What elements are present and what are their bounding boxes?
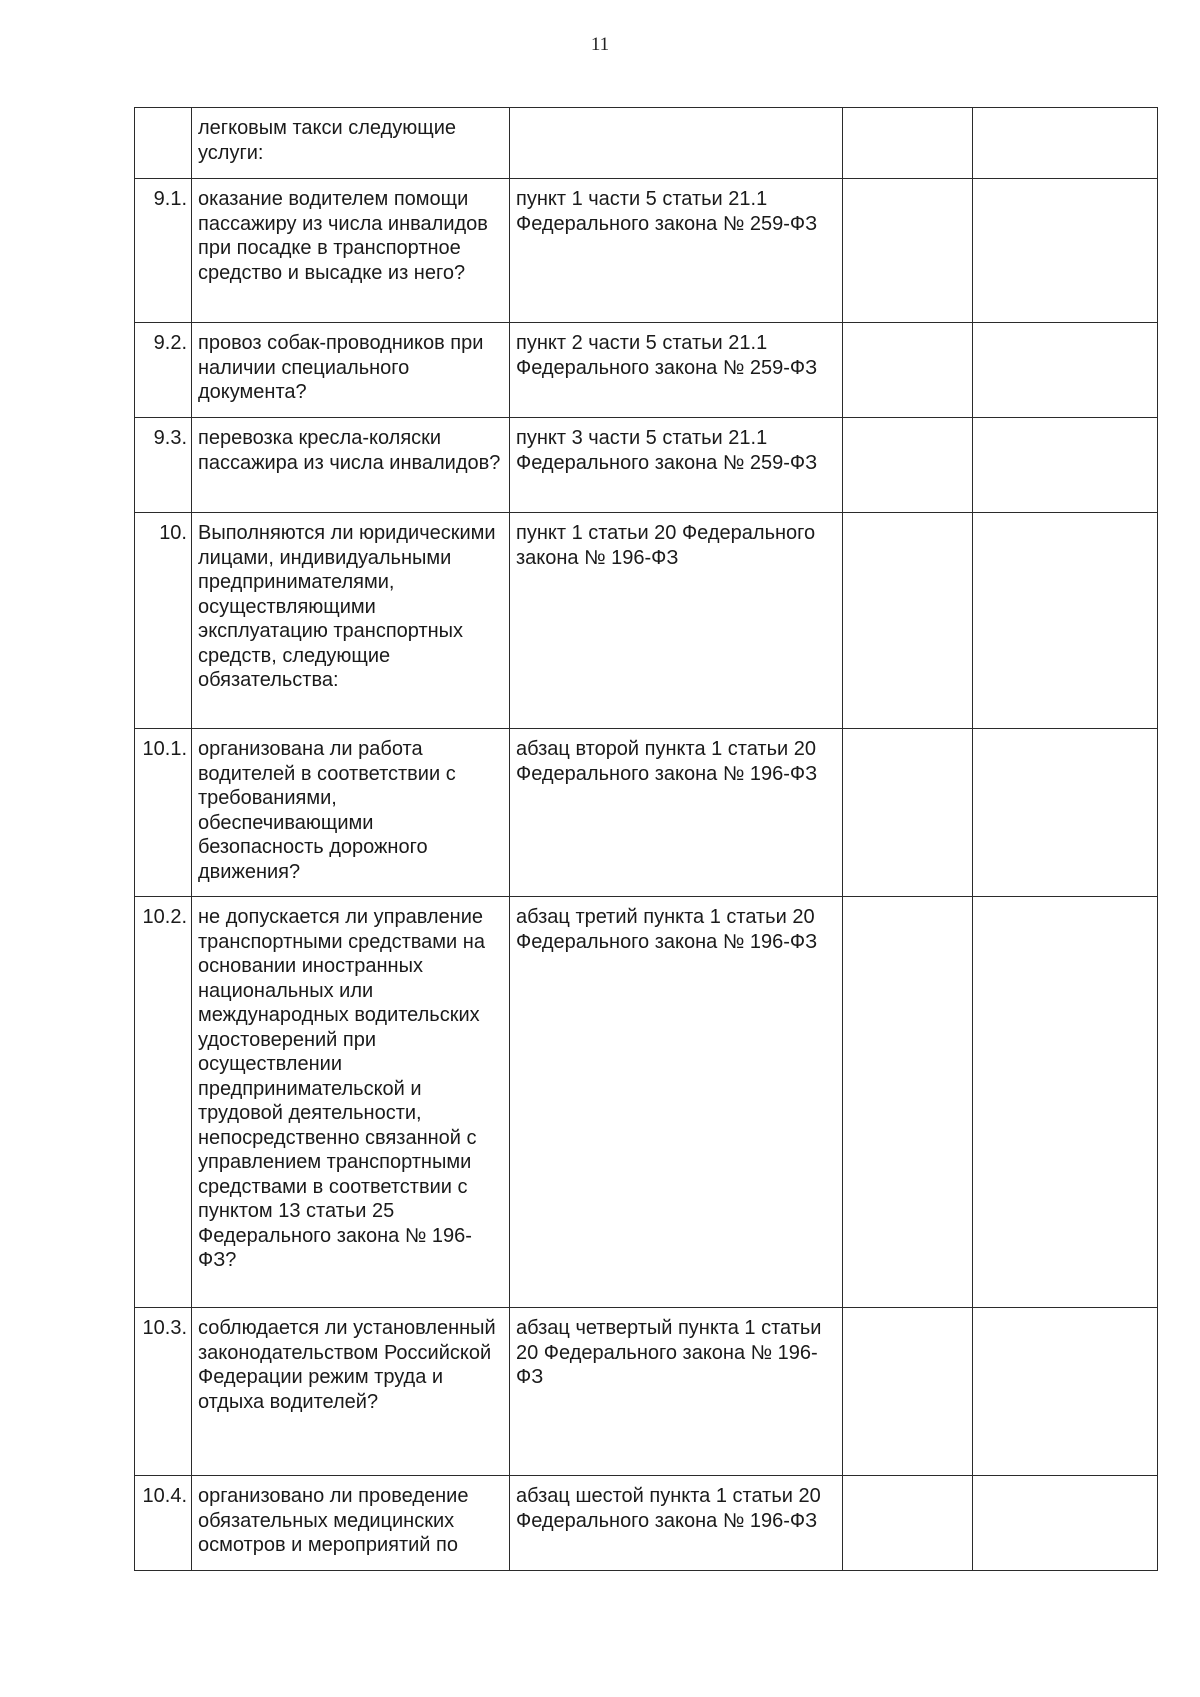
answer-cell [843,1308,973,1476]
item-number [135,108,192,179]
table-row [135,729,1158,897]
item-number: 9.1. [135,179,192,323]
notes-cell [973,418,1158,513]
notes-cell [973,108,1158,179]
table-row [135,323,1158,418]
page-number: 11 [590,34,610,55]
notes-cell [973,1308,1158,1476]
answer-cell [843,323,973,418]
requirement-question: не допускается ли управление транспортными средствами на основании иностранных национальных или международных водительских удостоверений при осуществлении предпринимательской и трудовой деятельности, непосредственно связанной с управлением транспортными средствами в соответствии с пунктом 13 статьи 25 Федерального закона № 196-ФЗ? [192,897,510,1308]
notes-cell [973,1476,1158,1571]
table-row [135,897,1158,1308]
legal-reference: абзац четвертый пункта 1 статьи 20 Федерального закона № 196-ФЗ [510,1308,843,1476]
notes-cell [973,179,1158,323]
legal-reference: пункт 3 части 5 статьи 21.1 Федерального закона № 259-ФЗ [510,418,843,513]
requirement-question: соблюдается ли установленный законодательством Российской Федерации режим труда и отдыха водителей? [192,1308,510,1476]
requirement-question: оказание водителем помощи пассажиру из числа инвалидов при посадке в транспортное средство и высадке из него? [192,179,510,323]
legal-reference: абзац шестой пункта 1 статьи 20 Федерального закона № 196-ФЗ [510,1476,843,1571]
answer-cell [843,418,973,513]
legal-reference: пункт 1 статьи 20 Федерального закона № 196-ФЗ [510,513,843,729]
answer-cell [843,729,973,897]
table-row [135,418,1158,513]
requirement-question: Выполняются ли юридическими лицами, индивидуальными предпринимателями, осуществляющими эксплуатацию транспортных средств, следующие обязательства: [192,513,510,729]
requirement-question: перевозка кресла-коляски пассажира из числа инвалидов? [192,418,510,513]
item-number: 10.3. [135,1308,192,1476]
item-number: 9.2. [135,323,192,418]
requirement-question: провоз собак-проводников при наличии специального документа? [192,323,510,418]
checklist-table [134,107,1158,1571]
requirement-question: организована ли работа водителей в соответствии с требованиями, обеспечивающими безопасность дорожного движения? [192,729,510,897]
legal-reference: абзац третий пункта 1 статьи 20 Федерального закона № 196-ФЗ [510,897,843,1308]
notes-cell [973,513,1158,729]
answer-cell [843,1476,973,1571]
item-number: 10. [135,513,192,729]
requirement-question: организовано ли проведение обязательных медицинских осмотров и мероприятий по [192,1476,510,1571]
legal-reference [510,108,843,179]
notes-cell [973,729,1158,897]
table-row [135,108,1158,179]
table-row [135,1476,1158,1571]
notes-cell [973,323,1158,418]
requirement-question: легковым такси следующие услуги: [192,108,510,179]
legal-reference: абзац второй пункта 1 статьи 20 Федерального закона № 196-ФЗ [510,729,843,897]
table-row [135,1308,1158,1476]
legal-reference: пункт 2 части 5 статьи 21.1 Федерального закона № 259-ФЗ [510,323,843,418]
answer-cell [843,179,973,323]
answer-cell [843,897,973,1308]
item-number: 9.3. [135,418,192,513]
notes-cell [973,897,1158,1308]
item-number: 10.2. [135,897,192,1308]
answer-cell [843,108,973,179]
item-number: 10.1. [135,729,192,897]
item-number: 10.4. [135,1476,192,1571]
checklist-table-body [135,108,1158,1571]
legal-reference: пункт 1 части 5 статьи 21.1 Федерального закона № 259-ФЗ [510,179,843,323]
table-row [135,179,1158,323]
answer-cell [843,513,973,729]
table-row [135,513,1158,729]
